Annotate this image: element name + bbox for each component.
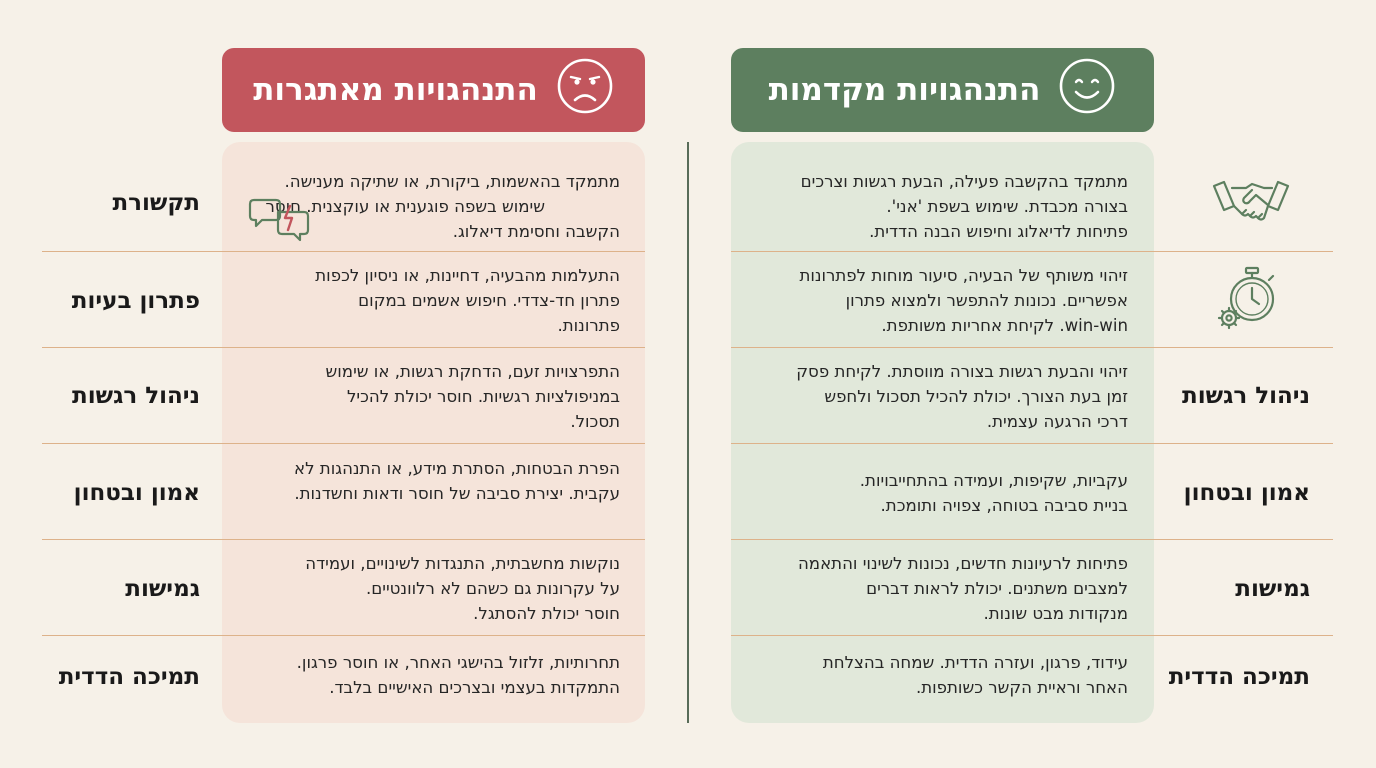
- handshake-icon: [1212, 176, 1290, 232]
- row-label-emotion-management: ניהול רגשות: [72, 383, 200, 409]
- row-label-flexibility: גמישות: [125, 576, 200, 602]
- positive-description-emotion-management: זיהוי והבעת רגשות בצורה מווסתת. לקיחת פסק זמן בעת הצורך. יכולת להכיל תסכול ולחפש דרכי הרגעה עצמית.: [796, 362, 1128, 431]
- row-separator: [731, 443, 1333, 444]
- row-separator: [42, 251, 645, 252]
- row-label-mutual-support: תמיכה הדדית: [58, 664, 200, 690]
- negative-description-problem-solving: התעלמות מהבעיה, דחיינות, או ניסיון לכפות פתרון חד-צדדי. חיפוש אשמים במקום פתרונות.: [315, 266, 620, 335]
- row-separator: [731, 635, 1333, 636]
- row-label-flexibility-right: גמישות: [1235, 576, 1310, 602]
- stopwatch-gear-icon: [1214, 266, 1284, 334]
- smile-face-icon: [1058, 57, 1116, 123]
- negative-description-emotion-management: התפרצויות זעם, הדחקת רגשות, או שימוש במניפולציות רגשיות. חוסר יכולת להכיל תסכול.: [325, 362, 620, 431]
- positive-description-mutual-support: עידוד, פרגון, ועזרה הדדית. שמחה בהצלחת האחר וראיית הקשר כשותפות.: [822, 653, 1128, 697]
- challenging-behaviors-header: [222, 48, 645, 132]
- negative-description-flexibility: נוקשות מחשבתית, התנגדות לשינויים, ועמידה על עקרונות גם כשהם לא רלוונטיים. חוסר יכולת להסתגל.: [305, 554, 620, 623]
- row-separator: [42, 635, 645, 636]
- row-label-communication: תקשורת: [112, 190, 200, 216]
- row-separator: [42, 347, 645, 348]
- promoting-behaviors-header: [731, 48, 1154, 132]
- positive-description-trust: עקביות, שקיפות, ועמידה בהתחייבויות. בניית סביבה בטוחה, צפויה ותומכת.: [859, 471, 1128, 515]
- negative-description-mutual-support: תחרותיות, זלזול בהישגי האחר, או חוסר פרגון. התמקדות בעצמי ובצרכים האישיים בלבד.: [296, 653, 620, 697]
- row-separator: [42, 539, 645, 540]
- negative-description-communication: מתמקד בהאשמות, ביקורת, או שתיקה מענישה. שימוש בשפה פוגענית או עוקצנית. חוסר הקשבה וחסימת דיאלוג.: [265, 172, 620, 241]
- positive-description-communication: מתמקד בהקשבה פעילה, הבעת רגשות וצרכים בצורה מכבדת. שימוש בשפת 'אני'. פתיחות לדיאלוג וחיפוש הבנה הדדית.: [800, 172, 1128, 241]
- row-separator: [731, 251, 1333, 252]
- row-label-problem-solving: פתרון בעיות: [71, 288, 200, 314]
- row-separator: [731, 347, 1333, 348]
- promoting-behaviors-title: התנהגויות מקדמות: [768, 72, 1041, 108]
- speech-bubbles-lightning-icon: [248, 194, 312, 244]
- row-label-mutual-support-right: תמיכה הדדית: [1168, 664, 1310, 690]
- frown-face-icon: [556, 57, 614, 123]
- row-label-emotion-management-right: ניהול רגשות: [1182, 383, 1310, 409]
- center-divider: [687, 142, 689, 723]
- challenging-behaviors-title: התנהגויות מאתגרות: [253, 72, 538, 108]
- positive-description-problem-solving: זיהוי משותף של הבעיה, סיעור מוחות לפתרונות אפשריים. נכונות להתפשר ולמצוא פתרון win-win. לקיחת אחריות משותפת.: [799, 266, 1128, 335]
- positive-description-flexibility: פתיחות לרעיונות חדשים, נכונות לשינוי והתאמה למצבים משתנים. יכולת לראות דברים מנקודות מבט שונות.: [797, 554, 1128, 623]
- row-separator: [42, 443, 645, 444]
- negative-description-trust: הפרת הבטחות, הסתרת מידע, או התנהגות לא עקבית. יצירת סביבה של חוסר ודאות וחשדנות.: [294, 459, 620, 503]
- row-separator: [731, 539, 1333, 540]
- row-label-trust: אמון ובטחון: [73, 480, 200, 506]
- row-label-trust-right: אמון ובטחון: [1183, 480, 1310, 506]
